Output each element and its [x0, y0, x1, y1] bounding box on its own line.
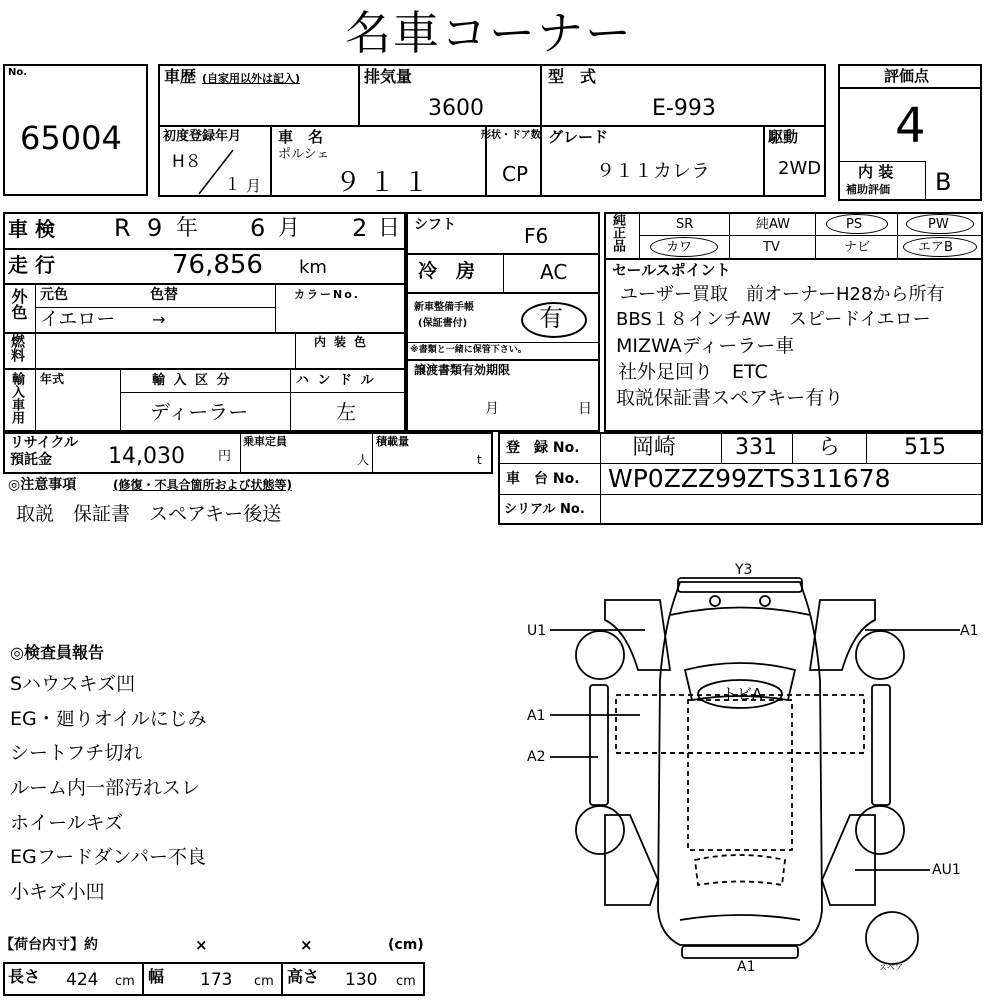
- car-damage-diagram: [520, 560, 990, 990]
- inspector-item-1: Sハウスキズ凹: [10, 673, 136, 695]
- sales-point-2: BBS１８インチAW スピードイエロー: [616, 309, 931, 330]
- interior-label: 内 装: [858, 163, 894, 181]
- handle-value: 左: [336, 400, 356, 424]
- shaken-label: 車 検: [8, 217, 55, 241]
- shaken-era: R: [114, 214, 131, 242]
- chassis-no-label: 車 台 No.: [506, 471, 580, 487]
- equip-genuine-label: 純正品: [610, 213, 625, 252]
- equip-navi: ナビ: [844, 240, 871, 255]
- cargo-unit: (cm): [388, 937, 424, 953]
- mileage-value: 76,856: [172, 250, 263, 280]
- height-unit: cm: [396, 974, 416, 989]
- length-label: 長さ: [8, 967, 41, 986]
- notes-sub-label: (修復・不具合箇所および状態等): [113, 478, 292, 492]
- length-unit: cm: [115, 974, 135, 989]
- first-reg-month-unit: 月: [246, 177, 262, 195]
- width-value: 173: [200, 970, 233, 990]
- cargo-times-1: ×: [195, 936, 208, 954]
- stock-no: 65004: [20, 119, 122, 157]
- shaken-month-unit: 月: [278, 216, 301, 241]
- sales-point-4: 社外足回り ETC: [618, 361, 768, 383]
- diagram-label-left-mid2: A2: [527, 749, 546, 765]
- recycle-fee: 14,030: [108, 444, 185, 469]
- chassis-number: WP0ZZZ99ZTS311678: [608, 464, 891, 493]
- ac-label: 冷 房: [418, 260, 476, 282]
- import-category-value: ディーラー: [150, 400, 249, 424]
- notes-label: ◎注意事項: [8, 477, 77, 493]
- shaken-year-unit: 年: [176, 216, 199, 241]
- mileage-label: 走 行: [8, 253, 55, 277]
- diagram-label-spare: スペア: [879, 963, 903, 972]
- shape-value: CP: [502, 162, 529, 186]
- diagram-label-top: Y3: [735, 562, 753, 578]
- height-label: 高さ: [287, 967, 320, 986]
- transfer-month: 月: [485, 401, 499, 417]
- history-note: (自家用以外は記入): [202, 72, 301, 85]
- repaint-label: 色替: [150, 287, 178, 303]
- score-value: 4: [895, 98, 926, 154]
- repaint-arrow: →: [152, 310, 166, 329]
- diagram-label-right-rear: AU1: [932, 862, 961, 878]
- equip-airbag: エアB: [918, 240, 953, 255]
- maintenance-note: ※書類と一緒に保管下さい。: [410, 345, 527, 355]
- equip-pw: PW: [928, 217, 949, 232]
- width-label: 幅: [148, 967, 165, 986]
- sales-point-1: ユーザー買取 前オーナーH28から所有: [620, 284, 945, 305]
- registration-place: 岡崎: [632, 435, 677, 460]
- registration-class: 331: [735, 435, 777, 460]
- orig-color-label: 元色: [40, 287, 68, 303]
- diagram-label-left-front: U1: [527, 623, 547, 639]
- diagram-label-right-front: A1: [960, 623, 979, 639]
- first-reg-month: １: [224, 175, 241, 195]
- transfer-label: 譲渡書類有効期限: [414, 363, 511, 377]
- capacity-unit: 人: [357, 453, 370, 467]
- interior-score: B: [935, 168, 952, 196]
- equip-alloy-wheel: 純AW: [756, 217, 791, 232]
- grade-value: ９１１カレラ: [596, 160, 711, 182]
- sales-point-5: 取説保証書スペアキー有り: [616, 387, 844, 409]
- displacement-value: 3600: [428, 96, 484, 121]
- model-label: 型 式: [548, 67, 597, 86]
- import-category-label: 輸 入 区 分: [152, 373, 232, 388]
- int-color-label: 内装色: [314, 335, 375, 349]
- ext-color-label: 外色: [9, 288, 28, 320]
- model-year-label: 年式: [40, 372, 65, 386]
- equip-sr: SR: [676, 217, 694, 232]
- sales-point-label: セールスポイント: [612, 261, 731, 279]
- shape-label: 形状・ドア数: [481, 130, 541, 141]
- registration-number: 515: [904, 435, 946, 460]
- first-reg-label: 初度登録年月: [163, 129, 242, 144]
- shift-value: F6: [524, 224, 549, 248]
- serial-no-label: シリアル No.: [504, 502, 585, 517]
- first-reg-year: H８: [172, 152, 202, 172]
- load-label: 積載量: [376, 435, 409, 448]
- cargo-label: 【荷台内寸】約: [0, 937, 98, 953]
- carname-label: 車 名: [278, 128, 324, 146]
- inspector-label: ◎検査員報告: [10, 643, 104, 662]
- inspector-item-3: シートフチ切れ: [10, 742, 143, 764]
- history-label: 車歴: [164, 67, 197, 86]
- ext-color-value: イエロー: [40, 308, 116, 330]
- shift-label: シフト: [414, 217, 456, 233]
- maintenance-sub-label: (保証書付): [418, 318, 468, 329]
- diagram-label-bottom: A1: [737, 959, 756, 975]
- ac-value: AC: [540, 260, 568, 284]
- registration-kana: ら: [818, 435, 841, 460]
- inspector-item-7: 小キズ小凹: [10, 881, 105, 903]
- load-unit: t: [477, 453, 482, 467]
- import-label: 輸入車用: [9, 372, 24, 424]
- inspector-item-4: ルーム内一部汚れスレ: [10, 777, 201, 799]
- drive-value: 2WD: [778, 158, 822, 179]
- grade-label: グレード: [548, 128, 609, 146]
- shaken-year: 9: [147, 214, 163, 242]
- width-unit: cm: [254, 974, 274, 989]
- shaken-month: 6: [250, 214, 266, 242]
- model-value: E-993: [652, 96, 716, 121]
- registration-no-label: 登 録 No.: [506, 440, 580, 456]
- page-title: 名車コーナー: [345, 6, 633, 60]
- fuel-label: 燃料: [9, 334, 25, 362]
- capacity-label: 乗車定員: [243, 435, 287, 448]
- handle-label: ハ ン ド ル: [296, 373, 376, 388]
- diagram-label-roof: トビA: [722, 685, 763, 703]
- no-label: No.: [8, 67, 28, 78]
- interior-sub-label: 補助評価: [846, 183, 890, 196]
- inspector-item-5: ホイールキズ: [10, 812, 124, 834]
- car-maker: ポルシェ: [278, 147, 330, 162]
- equip-leather: カワ: [666, 240, 693, 255]
- displacement-label: 排気量: [364, 67, 413, 86]
- height-value: 130: [345, 970, 378, 990]
- diagram-label-left-mid1: A1: [527, 708, 546, 724]
- recycle-label-2: 預託金: [10, 452, 52, 468]
- color-no-label: カラーNo.: [294, 288, 360, 301]
- notes-text: 取説 保証書 スペアキー後送: [16, 503, 282, 525]
- maintenance-value: 有: [539, 304, 563, 332]
- score-label: 評価点: [884, 67, 930, 85]
- sales-point-3: MIZWAディーラー車: [616, 335, 795, 357]
- car-name: ９１１: [335, 168, 438, 198]
- drive-label: 駆動: [768, 128, 799, 146]
- equip-tv: TV: [763, 240, 780, 255]
- inspector-item-2: EG・廻りオイルにじみ: [10, 708, 207, 730]
- length-value: 424: [66, 970, 99, 990]
- shaken-day: 2: [352, 214, 368, 242]
- cargo-times-2: ×: [300, 936, 313, 954]
- equip-ps: PS: [846, 217, 863, 232]
- mileage-unit: km: [299, 257, 327, 278]
- recycle-label-1: リサイクル: [10, 435, 79, 451]
- shaken-day-unit: 日: [378, 216, 401, 241]
- transfer-day: 日: [578, 401, 592, 417]
- recycle-yen: 円: [218, 449, 232, 464]
- inspector-item-6: EGフードダンパー不良: [10, 846, 207, 868]
- maintenance-label: 新車整備手帳: [414, 302, 474, 313]
